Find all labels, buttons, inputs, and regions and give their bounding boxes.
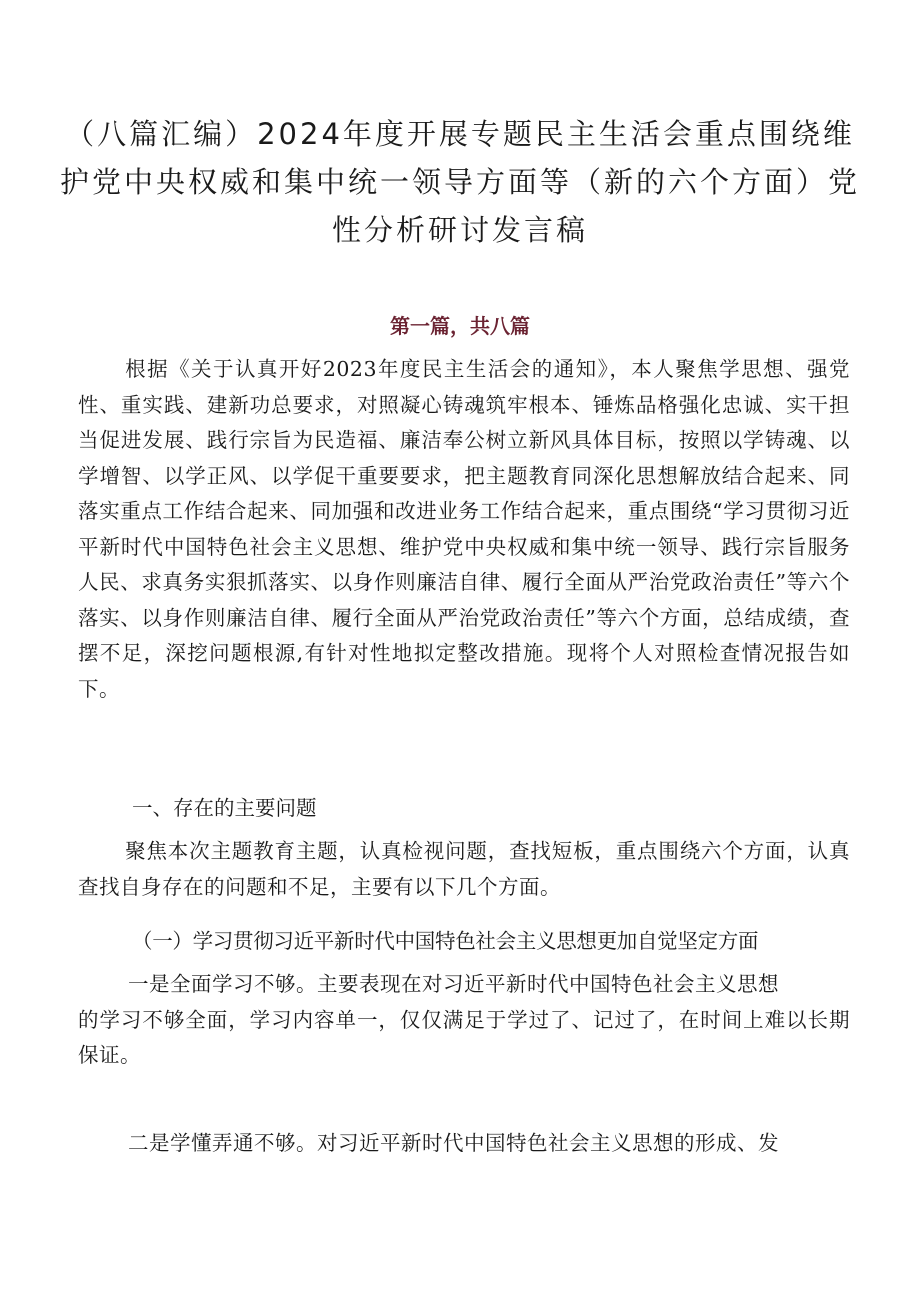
first-point-continuation: 的学习不够全面，学习内容单一，仅仅满足于学过了、记过了，在时间上难以长期保证。 (78, 1007, 850, 1067)
first-point-line-1: 一是全面学习不够。主要表现在对习近平新时代中国特色社会主义思想 (128, 972, 779, 996)
focus-paragraph: 聚焦本次主题教育主题，认真检视问题，查找短板，重点围绕六个方面，认真查找自身存在的问题和不足，主要有以下几个方面。 (78, 839, 850, 899)
second-point-paragraph: 二是学懂弄通不够。对习近平新时代中国特色社会主义思想的形成、发 (128, 1131, 779, 1155)
document-subtitle: 第一篇，共八篇 (390, 314, 530, 338)
document-title: （八篇汇编）2024年度开展专题民主生活会重点围绕维护党中央权威和集中统一领导方面等（新的六个方面）党性分析研讨发言稿 (60, 117, 861, 247)
subsection-heading-1: （一）学习贯彻习近平新时代中国特色社会主义思想更加自觉坚定方面 (132, 929, 759, 953)
first-point-paragraph (78, 967, 850, 1074)
section-heading-problems: 一、存在的主要问题 (132, 796, 317, 820)
intro-paragraph: 根据《关于认真开好2023年度民主生活会的通知》，本人聚焦学思想、强党性、重实践、建新功总要求，对照凝心铸魂筑牢根本、锤炼品格强化忠诚、实干担当促进发展、践行宗旨为民造福、廉洁奉公树立新风具体目标，按照以学铸魂、以学增智、以学正风、以学促干重要要求，把主题教育同深化思想解放结合起来、同落实重点工作结合起来、同加强和改进业务工作结合起来，重点围绕“学习贯彻习近平新时代中国特色社会主义思想、维护党中央权威和集中统一领导、践行宗旨服务人民、求真务实狠抓落实、以身作则廉洁自律、履行全面从严治党政治责任”等六个落实、以身作则廉洁自律、履行全面从严治党政治责任”等六个方面，总结成绩，查摆不足，深挖问题根源,有针对性地拟定整改措施。现将个人对照检查情况报告如下。 (78, 357, 850, 701)
